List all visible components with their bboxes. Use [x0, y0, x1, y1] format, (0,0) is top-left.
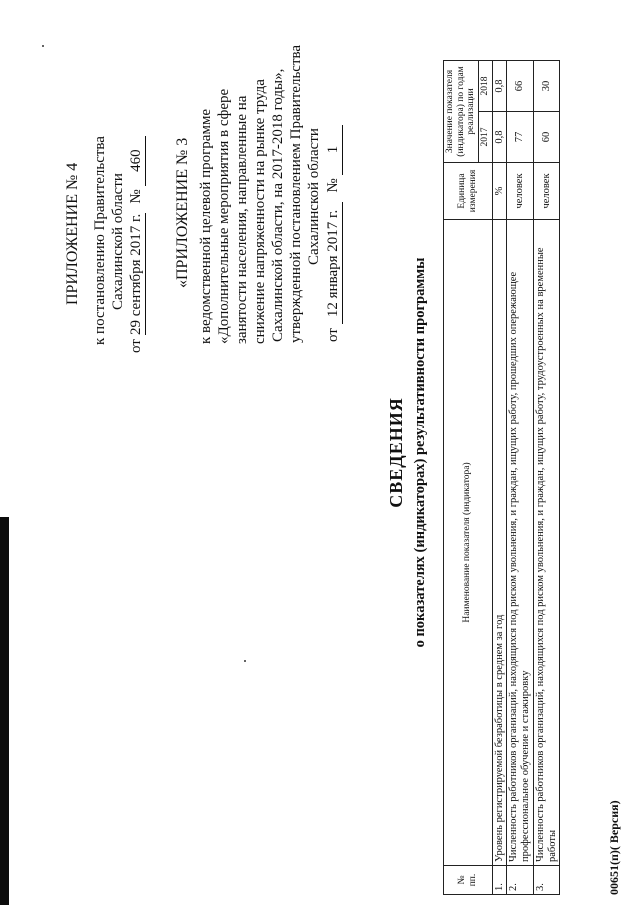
sub-appendix-number: 1	[325, 125, 343, 175]
sub-appendix-date-line	[325, 125, 343, 342]
table-row	[533, 61, 560, 895]
document-heading	[386, 0, 407, 905]
table-header-row	[444, 61, 479, 895]
heading-subtitle: о показателях (индикаторах) результативности программы	[412, 257, 428, 648]
appendix-line-2: Сахалинской области	[110, 173, 126, 310]
row-num: 2.	[507, 866, 534, 895]
table-row	[492, 61, 507, 895]
sub-appendix-line: «Дополнительные мероприятия в сфере	[216, 88, 232, 344]
row-num: 1.	[492, 866, 507, 895]
row-name: Численность работников организаций, находящихся под риском увольнения, и граждан, ищущих работу, прошедших опережающее профессиональное обучение и стажировку	[507, 220, 534, 866]
sub-appendix-date: 12 января 2017 г.	[325, 202, 343, 324]
row-value-2017: 77	[507, 112, 534, 163]
sub-appendix-line: к ведомственной целевой программе	[198, 108, 214, 344]
sub-appendix-number-prefix: №	[325, 178, 341, 193]
header-unit: Единица измерения	[444, 163, 493, 220]
row-value-2018: 0,8	[492, 61, 507, 112]
document-version: 00651(п)( Версия)	[607, 800, 621, 895]
indicators-table	[443, 60, 560, 895]
row-num: 3.	[533, 866, 560, 895]
appendix-date: 29 сентября 2017 г.	[128, 213, 144, 336]
appendix-number-prefix: №	[128, 189, 144, 204]
row-unit: %	[492, 163, 507, 220]
row-value-2018: 66	[507, 61, 534, 112]
appendix-title: ПРИЛОЖЕНИЕ № 4	[64, 162, 81, 305]
header-values-group: Значение показателя (индикатора) по годам реализации	[444, 61, 479, 163]
row-unit: человек	[533, 163, 560, 220]
header-year-2017: 2017	[478, 112, 492, 163]
sub-appendix-line: занятости населения, направленные на	[234, 95, 250, 344]
sub-appendix-line: Сахалинской области, на 2017-2018 годы»,	[270, 68, 286, 342]
row-value-2017: 60	[533, 112, 560, 163]
header-name: Наименование показателя (индикатора)	[444, 220, 493, 866]
sub-appendix-line: снижение напряженности на рынке труда	[252, 79, 268, 344]
sub-appendix-line: утвержденной постановлением Правительства	[288, 44, 304, 343]
heading-title: СВЕДЕНИЯ	[386, 397, 406, 508]
appendix-date-line	[128, 136, 146, 353]
header-num: № пп.	[444, 866, 493, 895]
row-value-2017: 0,8	[492, 112, 507, 163]
header-year-2018: 2018	[478, 61, 492, 112]
sub-appendix-title: «ПРИЛОЖЕНИЕ № 3	[174, 137, 191, 288]
appendix-date-prefix: от	[128, 339, 144, 353]
appendix-number: 460	[128, 136, 146, 186]
sub-appendix-line: Сахалинской области	[306, 128, 322, 265]
document-subheading	[412, 0, 429, 905]
row-unit: человек	[507, 163, 534, 220]
row-name: Уровень регистрируемой безработицы в среднем за год	[492, 220, 507, 866]
row-value-2018: 30	[533, 61, 560, 112]
table-row	[507, 61, 534, 895]
sub-appendix-date-prefix: от	[325, 328, 341, 342]
appendix-line-1: к постановлению Правительства	[92, 136, 108, 345]
row-name: Численность работников организаций, находящихся под риском увольнения, и граждан, ищущих работу, трудоустроенных на временные работы	[533, 220, 560, 866]
